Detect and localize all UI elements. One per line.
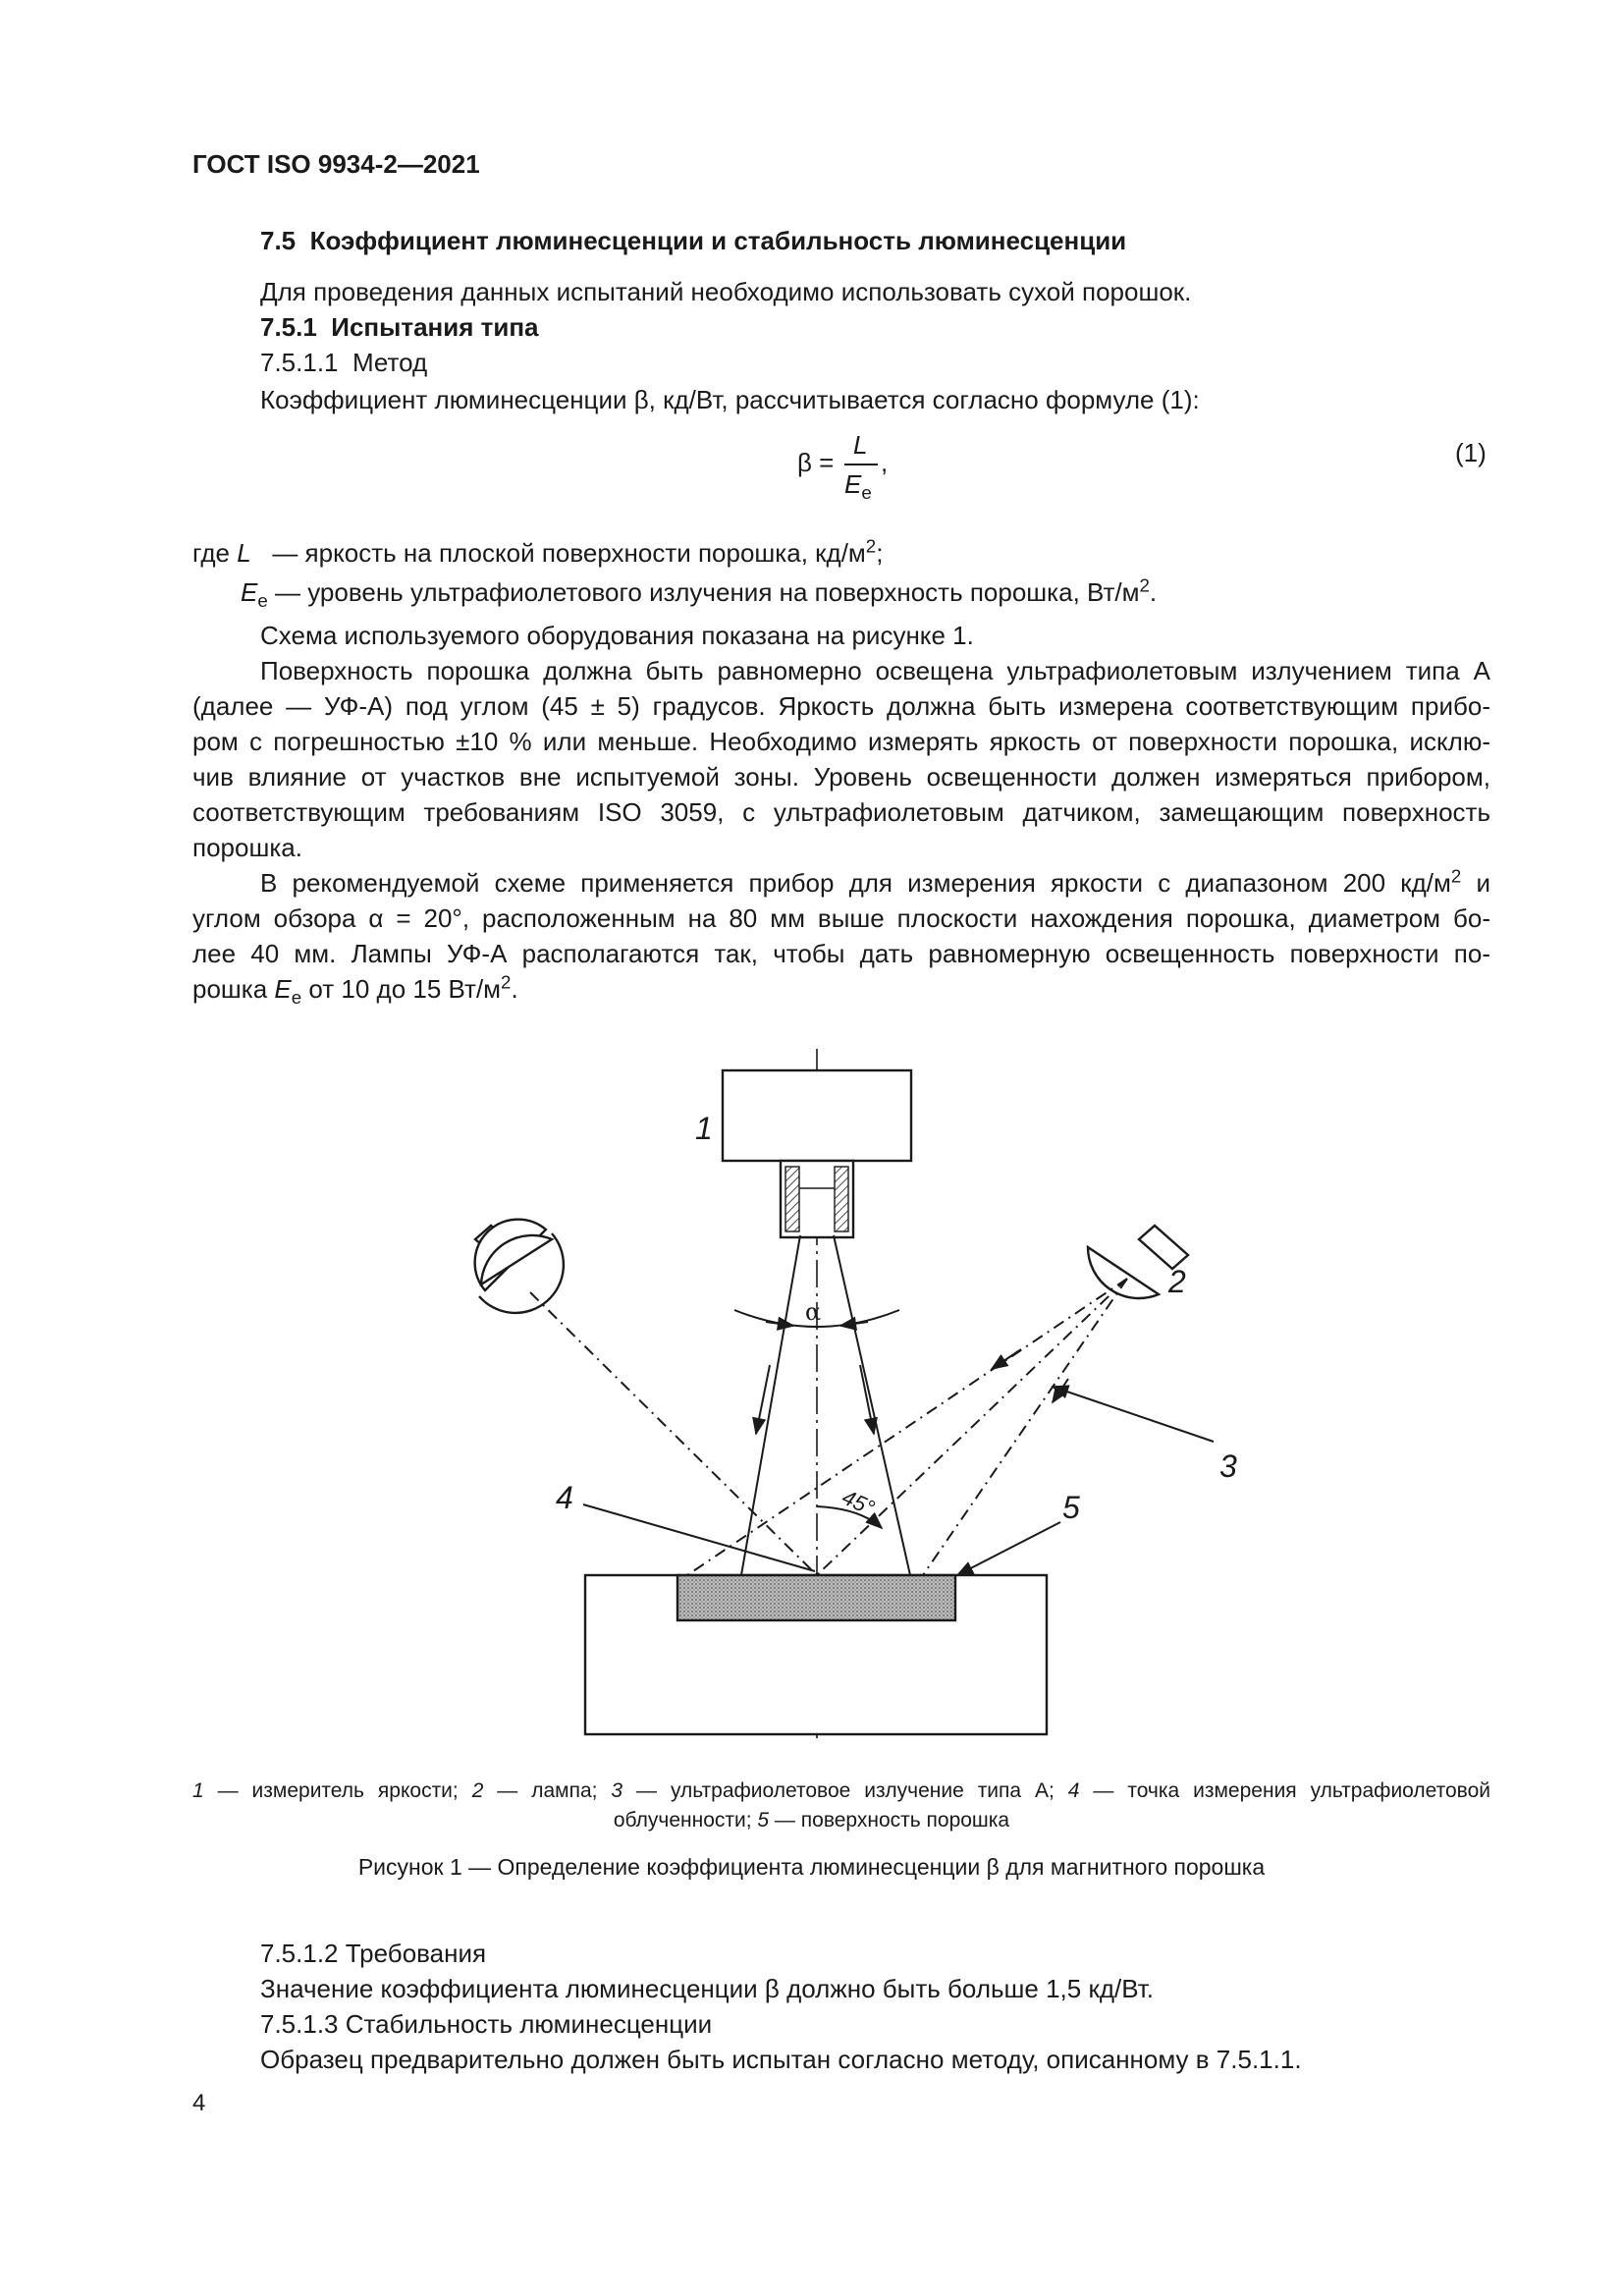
figure-legend-line-2: облученности; 5 — поверхность порошка <box>613 1809 1010 1831</box>
figure-label-1: 1 <box>695 1111 713 1146</box>
subsection-heading-7-5-1-2: 7.5.1.2 Требования <box>260 1939 487 1968</box>
requirement-text: Значение коэффициента люминесценции β должно быть больше 1,5 кд/Вт. <box>260 1974 1154 2003</box>
subsection-title: Метод <box>352 348 428 377</box>
section-number: 7.5 <box>260 226 297 255</box>
intro-text: Для проведения данных испытаний необходимо использовать сухой порошок. <box>260 277 1192 306</box>
formula-number: (1) <box>1455 438 1487 467</box>
powder-surface <box>677 1575 955 1620</box>
formula-numerator: L <box>853 430 868 460</box>
figure-legend-line-1: 1 — измеритель яркости; 2 — лампа; 3 — ультрафиолетовое излучение типа А; 4 — точка измерения ультрафиолетовой <box>192 1779 1491 1802</box>
figure-caption: Рисунок 1 — Определение коэффициента люминесценции β для магнитного порошка <box>357 1854 1266 1880</box>
subsection-number: 7.5.1.1 <box>260 348 339 377</box>
document-code: ГОСТ ISO 9934-2—2021 <box>192 149 480 179</box>
section-title: Коэффициент люминесценции и стабильность люминесценции <box>309 226 1127 255</box>
formula-denominator: $E_e$ <box>844 469 872 504</box>
figure-label-2: 2 <box>1168 1264 1186 1299</box>
subsection-heading-7-5-1-3: 7.5.1.3 Стабильность люминесценции <box>260 2009 713 2039</box>
scheme-reference: Схема используемого оборудования показана на рисунке 1. <box>260 621 974 650</box>
formula-intro: Коэффициент люминесценции β, кд/Вт, рассчитывается согласно формуле (1): <box>260 385 1200 414</box>
figure-label-3: 3 <box>1219 1449 1237 1484</box>
lens-hatch-right <box>835 1167 848 1231</box>
formula-lhs: β = <box>797 448 835 477</box>
where-line-e: $E_e$ — уровень ультрафиолетового излучения на поверхность порошка, $Вт/м^2$. <box>241 574 1158 612</box>
where-line-l: где L — яркость на плоской поверхности порошка, $кд/м^2$; <box>192 535 884 568</box>
page-number: 4 <box>192 2090 206 2116</box>
subsection-number: 7.5.1 <box>260 312 317 342</box>
formula-comma: , <box>881 448 889 477</box>
subsection-title: Испытания типа <box>331 312 539 342</box>
stability-text: Образец предварительно должен быть испытан согласно методу, описанному в 7.5.1.1. <box>260 2045 1302 2074</box>
figure-label-4: 4 <box>556 1480 573 1515</box>
alpha-label: α <box>805 1298 822 1326</box>
lens-hatch-left <box>785 1167 799 1231</box>
figure-label-5: 5 <box>1062 1490 1080 1525</box>
angle-label: 45° <box>838 1484 879 1521</box>
luminance-meter-body <box>723 1070 911 1161</box>
